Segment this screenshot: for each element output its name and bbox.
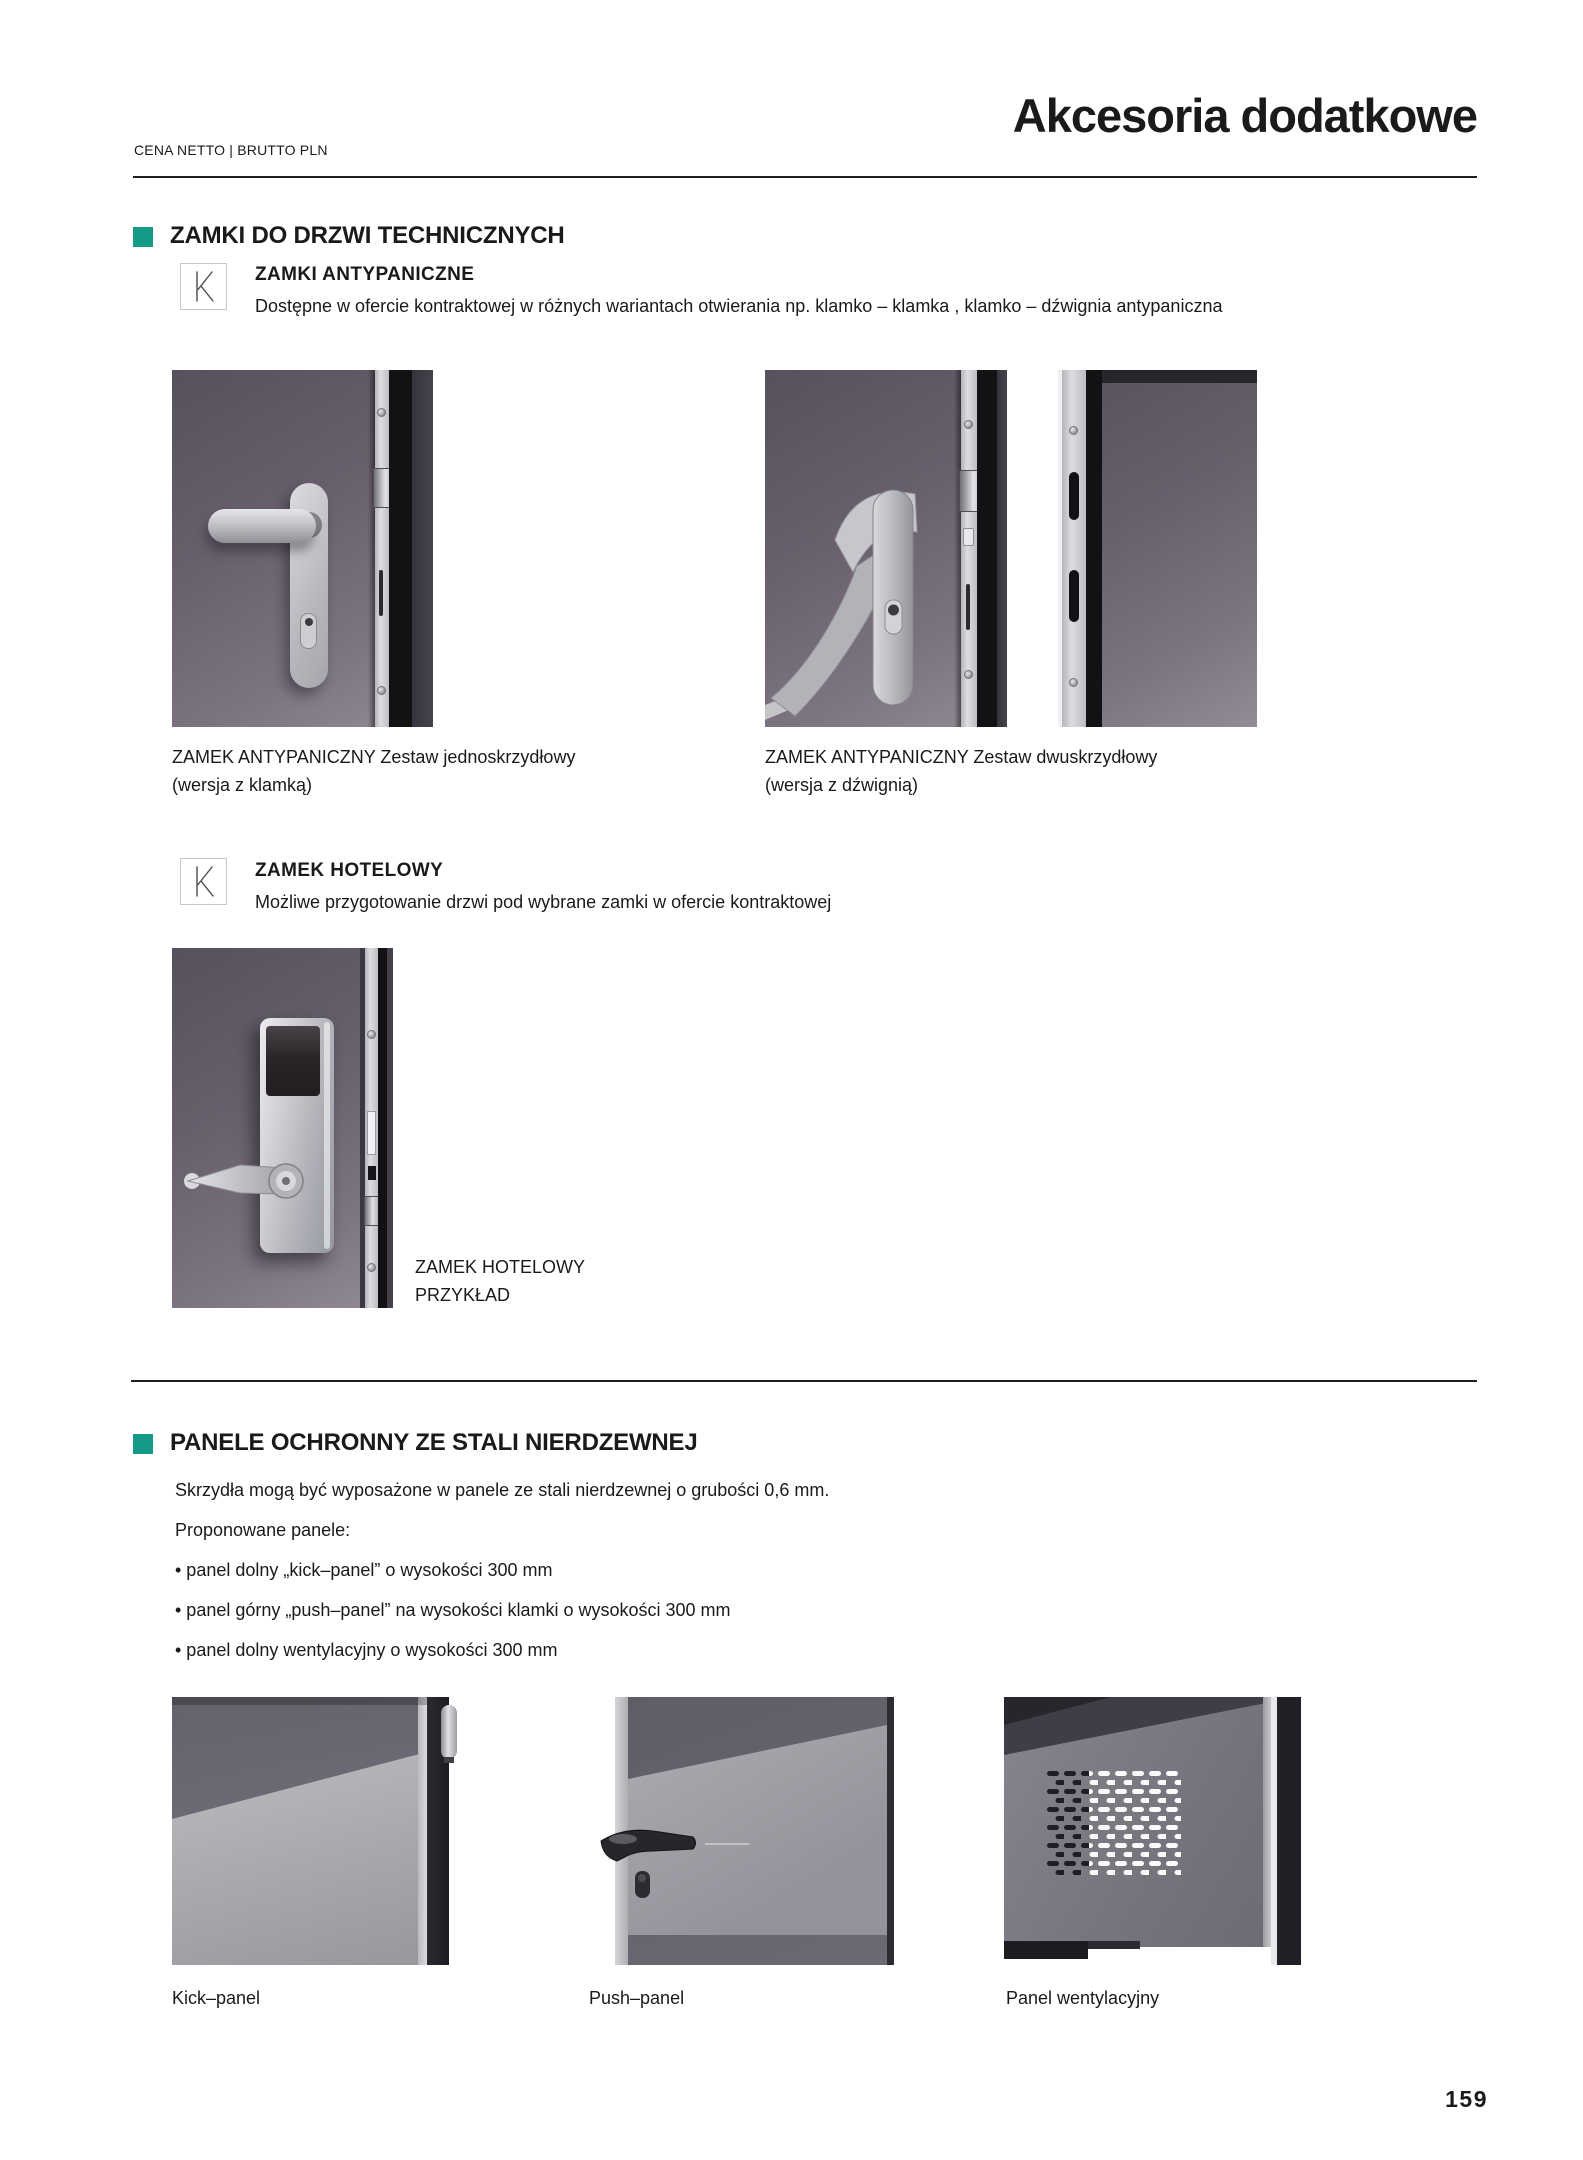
door-edge-shadow	[368, 370, 375, 727]
k-logo-badge	[180, 858, 227, 905]
screw-icon	[964, 670, 973, 679]
door-frame	[412, 370, 433, 727]
caption-line: ZAMEK ANTYPANICZNY Zestaw jednoskrzydłowy	[172, 747, 576, 767]
section-divider	[131, 1380, 1477, 1382]
hinge-cap	[444, 1757, 454, 1763]
page-title: Akcesoria dodatkowe	[1012, 89, 1477, 142]
kick-panel-photo	[172, 1697, 472, 1965]
k-logo-letter	[226, 264, 227, 265]
faceplate-slot	[368, 1166, 376, 1180]
strike-slot	[1069, 570, 1079, 622]
door-gap	[389, 370, 412, 727]
door-edge	[1263, 1697, 1271, 1965]
door-edge-shadow	[954, 370, 961, 727]
photo-caption	[172, 743, 575, 799]
antipanic-double-photo-right	[1058, 370, 1257, 727]
card-reader	[266, 1026, 320, 1096]
section-heading-locks: ZAMKI DO DRZWI TECHNICZNYCH	[170, 222, 565, 249]
door-gap	[378, 948, 387, 1308]
hotel-lock-description: Możliwe przygotowanie drzwi pod wybrane zamki w ofercie kontraktowej	[255, 892, 832, 912]
section-accent-square	[133, 227, 153, 247]
screw-icon	[1069, 426, 1078, 435]
screw-icon	[367, 1263, 376, 1272]
caption-line: PRZYKŁAD	[415, 1285, 511, 1305]
photo-caption: Panel wentylacyjny	[1006, 1988, 1160, 2008]
photo-caption	[415, 1253, 585, 1309]
panel-scratch	[705, 1843, 749, 1845]
faceplate-slot	[966, 584, 970, 630]
strike-slot	[1069, 472, 1079, 520]
antipanic-double-photo-left	[765, 370, 1007, 727]
door-gap	[977, 370, 997, 727]
hotel-lock-title: ZAMEK HOTELOWY	[255, 860, 444, 881]
antipanic-description: Dostępne w ofercie kontraktowej w różnych wariantach otwierania np. klamko – klamka , klamko – dźwignia antypaniczna	[255, 296, 1223, 316]
screw-icon	[377, 408, 386, 417]
panels-intro-2: Proponowane panele:	[175, 1520, 351, 1540]
hotel-handle-icon	[182, 1143, 312, 1213]
k-logo-letter	[226, 859, 227, 860]
screw-icon	[1069, 678, 1078, 687]
screw-icon	[964, 420, 973, 429]
screw-icon	[367, 1030, 376, 1039]
strike-faceplate	[1062, 370, 1086, 727]
vent-panel-photo	[1004, 1697, 1338, 1965]
hinge-barrel	[441, 1705, 457, 1759]
panels-bullet-2: • panel górny „push–panel” na wysokości klamki o wysokości 300 mm	[175, 1600, 731, 1620]
caption-line: ZAMEK HOTELOWY	[415, 1257, 586, 1277]
lock-body-highlight	[324, 1022, 330, 1249]
hotel-lock-photo	[172, 948, 393, 1308]
faceplate-cutout	[367, 1111, 376, 1155]
door-top-shadow	[172, 1697, 427, 1705]
panels-intro-1: Skrzydła mogą być wyposażone w panele ze stali nierdzewnej o grubości 0,6 mm.	[175, 1480, 830, 1500]
faceplate-cutout	[963, 528, 974, 546]
door-gap	[1086, 370, 1102, 727]
page-number: 159	[1445, 2086, 1488, 2112]
caption-line: (wersja z dźwignią)	[765, 775, 919, 795]
panels-bullet-3: • panel dolny wentylacyjny o wysokości 300 mm	[175, 1640, 558, 1660]
k-logo-icon	[181, 859, 226, 904]
door-frame	[997, 370, 1007, 727]
faceplate-slot	[379, 570, 383, 616]
threshold	[1004, 1941, 1088, 1959]
header-divider	[133, 176, 1477, 178]
photo-caption: Kick–panel	[172, 1988, 261, 2008]
door-edge	[418, 1697, 427, 1965]
k-logo-icon	[181, 264, 226, 309]
push-panel-photo	[587, 1697, 894, 1965]
door-frame	[887, 1697, 894, 1965]
section-accent-square	[133, 1434, 153, 1454]
panels-bullet-1: • panel dolny „kick–panel” o wysokości 300 mm	[175, 1560, 553, 1580]
section-heading-panels: PANELE OCHRONNY ZE STALI NIERDZEWNEJ	[170, 1429, 698, 1456]
keyhole	[305, 618, 313, 626]
screw-icon	[377, 686, 386, 695]
ventilation-grille-icon	[1047, 1769, 1181, 1879]
lock-faceplate	[375, 370, 389, 727]
photo-caption: Push–panel	[589, 1988, 685, 2008]
photo-caption	[765, 743, 1157, 799]
antipanic-single-photo	[172, 370, 433, 727]
price-note: CENA NETTO | BRUTTO PLN	[134, 142, 328, 158]
caption-line: ZAMEK ANTYPANICZNY Zestaw dwuskrzydłowy	[765, 747, 1158, 767]
door-frame	[387, 948, 393, 1308]
k-logo-badge	[180, 263, 227, 310]
panic-lever-icon	[765, 480, 935, 727]
threshold-step	[1088, 1941, 1140, 1949]
door-handle-lever	[208, 509, 316, 543]
caption-line: (wersja z klamką)	[172, 775, 313, 795]
door-frame	[1277, 1697, 1301, 1965]
antipanic-title: ZAMKI ANTYPANICZNE	[255, 264, 475, 285]
door-handle-icon	[595, 1815, 705, 1910]
